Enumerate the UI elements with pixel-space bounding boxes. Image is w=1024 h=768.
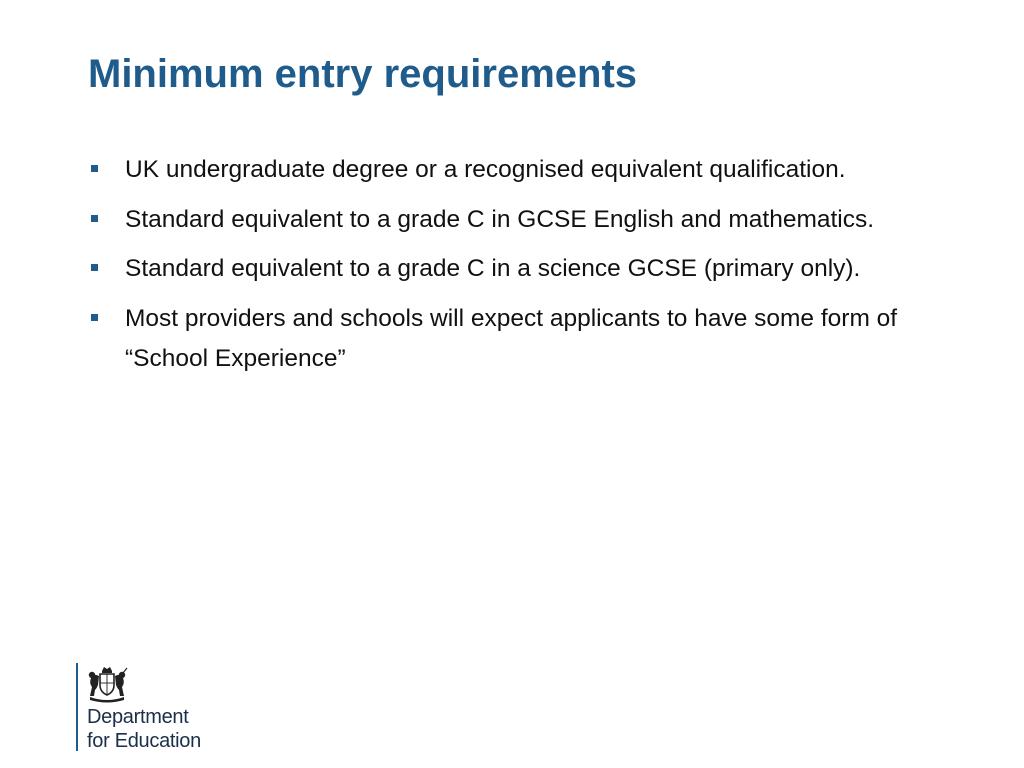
bullet-text: Standard equivalent to a grade C in GCSE English and mathematics. bbox=[125, 205, 875, 233]
bullet-text: Most providers and schools will expect applicants to have some form of “School Experience” bbox=[125, 304, 898, 372]
square-bullet-icon bbox=[91, 215, 98, 222]
bullet-text: UK undergraduate degree or a recognised equivalent qualification. bbox=[125, 156, 846, 183]
list-item bbox=[0, 249, 945, 290]
list-item bbox=[0, 150, 945, 191]
logo-line-2: for Education bbox=[87, 730, 201, 752]
bullet-text: Standard equivalent to a grade C in a science GCSE (primary only). bbox=[125, 255, 861, 282]
bullet-list bbox=[0, 150, 1024, 389]
square-bullet-icon bbox=[91, 314, 98, 321]
logo-divider bbox=[76, 663, 78, 751]
royal-coat-of-arms-icon bbox=[85, 665, 129, 703]
square-bullet-icon bbox=[91, 165, 98, 172]
slide-title: Minimum entry requirements bbox=[88, 52, 638, 96]
logo-line-1: Department bbox=[87, 706, 189, 728]
list-item bbox=[0, 299, 945, 380]
list-item bbox=[0, 200, 945, 241]
square-bullet-icon bbox=[91, 264, 98, 271]
department-for-education-logo bbox=[76, 663, 246, 753]
logo-wordmark bbox=[87, 705, 201, 753]
